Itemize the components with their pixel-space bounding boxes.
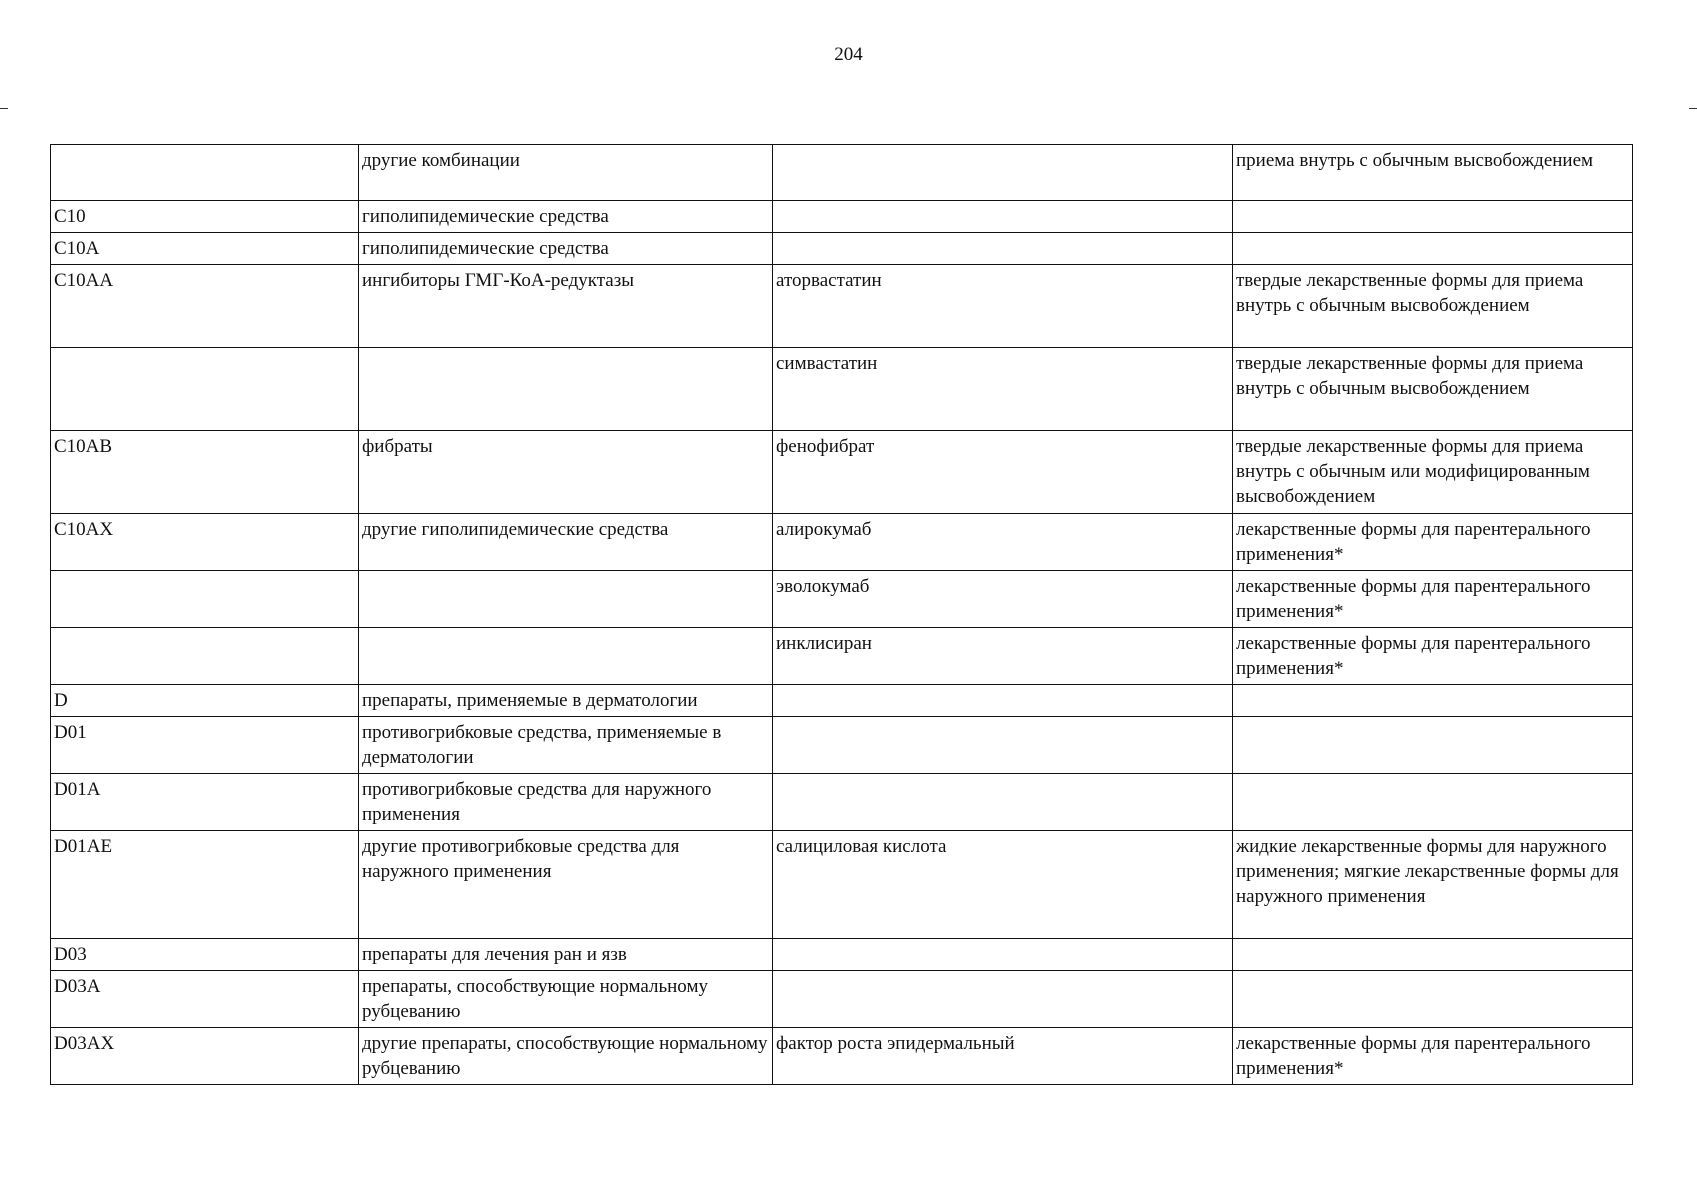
dosage-form-cell: лекарственные формы для парентерального применения* [1233,1028,1633,1085]
drug-name-cell: фенофибрат [773,431,1233,514]
table-row [51,145,1633,201]
anatomical-group-cell: другие препараты, способствующие нормальному рубцеванию [359,1028,773,1085]
dosage-form-cell: лекарственные формы для парентерального применения* [1233,514,1633,571]
table-row [51,628,1633,685]
drug-name-cell: алирокумаб [773,514,1233,571]
table-row [51,431,1633,514]
left-edge-mark [0,108,8,109]
atc-code-cell: D03A [51,971,359,1028]
drug-name-cell: симвастатин [773,348,1233,431]
table-row [51,201,1633,233]
anatomical-group-cell [359,571,773,628]
atc-code-cell: D01 [51,717,359,774]
atc-code-cell [51,628,359,685]
drug-name-cell [773,971,1233,1028]
atc-code-cell [51,145,359,201]
dosage-form-cell [1233,233,1633,265]
atc-code-cell: C10AB [51,431,359,514]
drug-name-cell [773,939,1233,971]
table-row [51,774,1633,831]
dosage-form-cell [1233,939,1633,971]
atc-code-cell: D03AX [51,1028,359,1085]
anatomical-group-cell [359,628,773,685]
atc-code-cell: D01A [51,774,359,831]
dosage-form-cell [1233,201,1633,233]
dosage-form-cell: жидкие лекарственные формы для наружного применения; мягкие лекарственные формы для наружного применения [1233,831,1633,939]
atc-code-cell: C10AA [51,265,359,348]
dosage-form-cell: приема внутрь с обычным высвобождением [1233,145,1633,201]
drug-name-cell [773,685,1233,717]
anatomical-group-cell: гиполипидемические средства [359,233,773,265]
drug-name-cell: инклисиран [773,628,1233,685]
atc-code-cell [51,348,359,431]
anatomical-group-cell: противогрибковые средства, применяемые в дерматологии [359,717,773,774]
table-row [51,514,1633,571]
atc-code-cell: D03 [51,939,359,971]
drug-name-cell [773,717,1233,774]
atc-code-cell: C10A [51,233,359,265]
table-row [51,717,1633,774]
dosage-form-cell: лекарственные формы для парентерального применения* [1233,628,1633,685]
drug-name-cell: аторвастатин [773,265,1233,348]
dosage-form-cell: твердые лекарственные формы для приема внутрь с обычным высвобождением [1233,265,1633,348]
drug-name-cell [773,233,1233,265]
atc-code-cell [51,571,359,628]
atc-code-cell: C10 [51,201,359,233]
dosage-form-cell: лекарственные формы для парентерального применения* [1233,571,1633,628]
anatomical-group-cell: противогрибковые средства для наружного применения [359,774,773,831]
anatomical-group-cell: препараты, применяемые в дерматологии [359,685,773,717]
dosage-form-cell [1233,971,1633,1028]
page-number: 204 [834,44,863,65]
drug-name-cell [773,774,1233,831]
drug-name-cell: салициловая кислота [773,831,1233,939]
atc-code-cell: C10AX [51,514,359,571]
anatomical-group-cell: фибраты [359,431,773,514]
table-row [51,233,1633,265]
table-row [51,939,1633,971]
anatomical-group-cell [359,348,773,431]
anatomical-group-cell: гиполипидемические средства [359,201,773,233]
drug-classification-table [50,144,1633,1085]
anatomical-group-cell: препараты, способствующие нормальному рубцеванию [359,971,773,1028]
table-body [51,145,1633,1085]
anatomical-group-cell: ингибиторы ГМГ-КоА-редуктазы [359,265,773,348]
table-row [51,971,1633,1028]
table-row [51,685,1633,717]
table-row [51,831,1633,939]
atc-code-cell: D01AE [51,831,359,939]
anatomical-group-cell: другие противогрибковые средства для наружного применения [359,831,773,939]
table-row [51,571,1633,628]
right-edge-mark [1689,108,1697,109]
table-row [51,265,1633,348]
drug-name-cell: фактор роста эпидермальный [773,1028,1233,1085]
drug-name-cell: эволокумаб [773,571,1233,628]
anatomical-group-cell: препараты для лечения ран и язв [359,939,773,971]
dosage-form-cell [1233,717,1633,774]
dosage-form-cell: твердые лекарственные формы для приема внутрь с обычным высвобождением [1233,348,1633,431]
dosage-form-cell [1233,685,1633,717]
table-row [51,348,1633,431]
drug-name-cell [773,145,1233,201]
anatomical-group-cell: другие гиполипидемические средства [359,514,773,571]
anatomical-group-cell: другие комбинации [359,145,773,201]
drug-name-cell [773,201,1233,233]
dosage-form-cell: твердые лекарственные формы для приема внутрь с обычным или модифицированным высвобождением [1233,431,1633,514]
dosage-form-cell [1233,774,1633,831]
atc-code-cell: D [51,685,359,717]
table-row [51,1028,1633,1085]
